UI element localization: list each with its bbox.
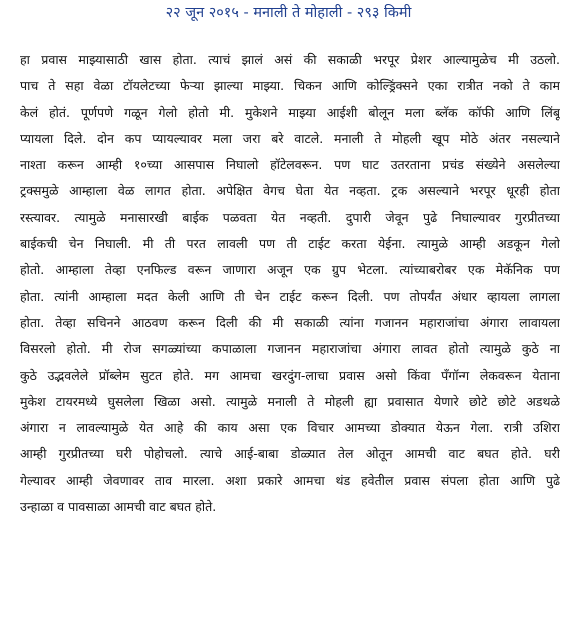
paragraph-line: रस्त्यावर. त्यामुळे मनासारखी बाईक पळवता येत नव्हती. दुपारी जेवून पुढे निघाल्यावर गुरप्रीतच्या: [20, 209, 560, 225]
page-title: २२ जून २०१५ - मनाली ते मोहाली - २९३ किमी: [165, 5, 412, 21]
paragraph-line: गेल्यावर आम्ही जेवणावर ताव मारला. अशा प्रकारे आमचा थंड हवेतील प्रवास संपला होता आणि पुढे: [20, 472, 560, 488]
paragraph-line: होता. तेव्हा सचिनने आठवण करून दिली की मी सकाळी त्यांना गजानन महाराजांचा अंगारा लावायला: [20, 314, 560, 330]
paragraph-line: कुठे उद्भवलेले प्रॉब्लेम सुटत होते. मग आमचा खरदुंग-लाचा प्रवास असो किंवा पॅंगॉन्ग लेकवरून येताना: [20, 367, 560, 383]
paragraph-line: पाच ते सहा वेळा टॉयलेटच्या फेऱ्या झाल्या माझ्या. चिकन आणि कोल्ड्रिंक्सने एका रात्रीत नको ते काम: [20, 78, 560, 94]
paragraph-line: ट्रक्समुळे आम्हाला वेळ लागत होता. अपेक्षित वेगच घेता येत नव्हता. ट्रक असल्याने भरपूर धूरही होता: [20, 183, 560, 199]
paragraph-line: होतो. आम्हाला तेव्हा एनफिल्ड वरून जाणारा अजून एक ग्रुप भेटला. त्यांच्याबरोबर एक मेकॅनिक पण: [20, 262, 560, 278]
paragraph-line: विसरलो होतो. मी रोज सगळ्यांच्या कपाळाला गजानन महाराजांचा अंगारा लावत होतो त्यामुळे कुठे ना: [20, 341, 560, 357]
paragraph-line: उन्हाळा व पावसाळा आमची वाट बघत होते.: [20, 499, 217, 515]
paragraph-line: बाईकची चेन निघाली. मी ती परत लावली पण ती टाईट करता येईना. त्यामुळे आम्ही अडकून गेलो: [20, 236, 560, 252]
paragraph-line: नाश्ता करून आम्ही १०च्या आसपास निघालो हॉटेलवरून. पण घाट उतरताना प्रचंड संख्येने असलेल्या: [20, 157, 560, 173]
paragraph-line: हा प्रवास माझ्यासाठी खास होता. त्याचं झालं असं की सकाळी भरपूर प्रेशर आल्यामुळेच मी उठलो.: [20, 52, 560, 67]
paragraph-line: आम्ही गुरप्रीतच्या घरी पोहोचलो. त्याचे आई-बाबा डोळ्यात तेल ओतून आमची वाट बघत होते. घरी: [20, 446, 560, 462]
paragraph-line: मुकेश टायरमध्ये घुसलेला खिळा असो. त्यामुळे मनाली ते मोहली ह्या प्रवासात येणारे छोटे छोटे अडथळे: [20, 393, 560, 409]
paragraph-line: केलं होतं. पूर्णपणे गळून गेलो होतो मी. मुकेशने माझ्या आईशी बोलून मला ब्लॅक कॉफी आणि लिंबू: [20, 104, 560, 120]
paragraph-line: अंगारा न लावल्यामुळे येत आहे की काय असा एक विचार आमच्या डोक्यात येऊन गेला. रात्री उशिरा: [20, 420, 560, 436]
paragraph-line: प्यायला दिले. दोन कप प्यायल्यावर मला जरा बरे वाटले. मनाली ते मोहली खूप मोठे अंतर नसल्याने: [20, 130, 560, 146]
body-paragraph: [20, 47, 560, 520]
paragraph-line: होता. त्यांनी आम्हाला मदत केली आणि ती चेन टाईट करून दिली. पण तोपर्यंत अंधार व्हायला लागला: [20, 288, 560, 304]
